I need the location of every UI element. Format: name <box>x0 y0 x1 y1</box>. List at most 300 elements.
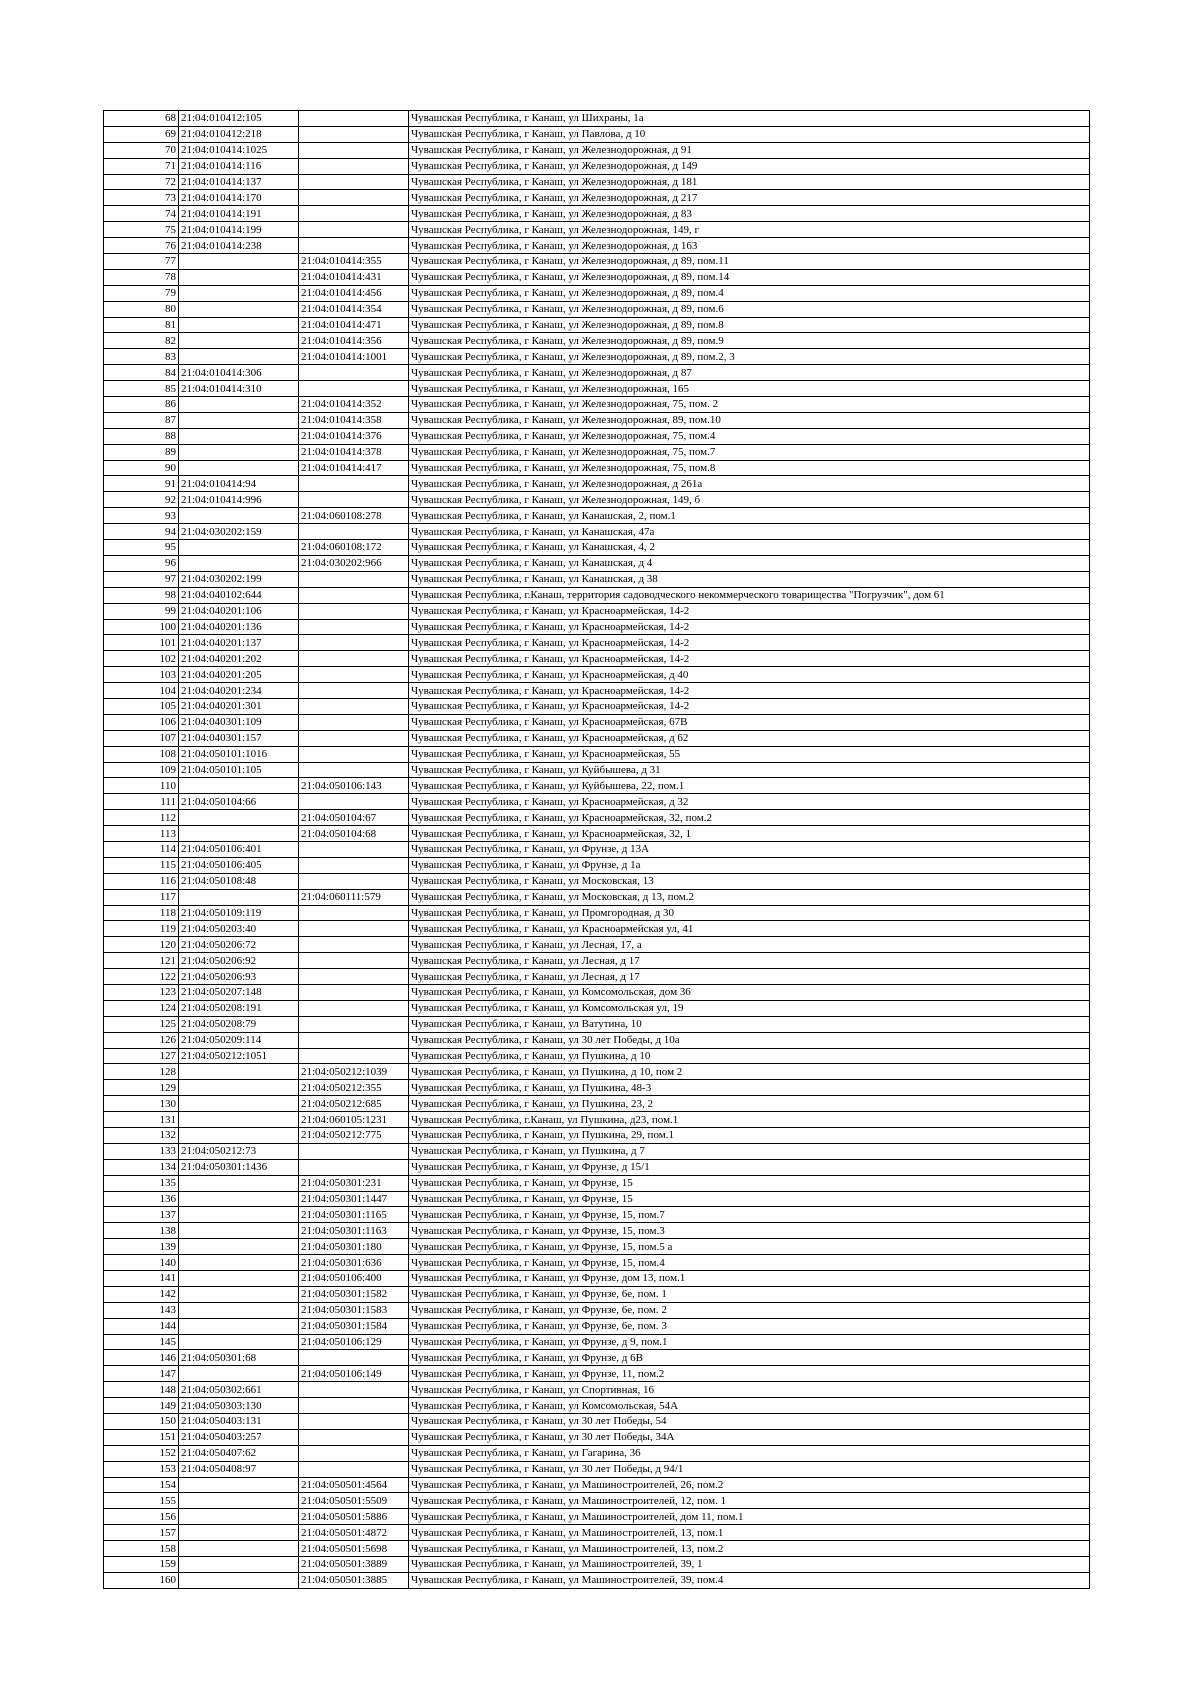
row-number: 110 <box>104 778 179 794</box>
land-cadastral-number <box>179 397 299 413</box>
address: Чувашская Республика, г Канаш, ул Пушкина, 48-3 <box>409 1080 1090 1096</box>
room-cadastral-number <box>299 953 409 969</box>
address: Чувашская Республика, г Канаш, ул Машиностроителей, 26, пом.2 <box>409 1477 1090 1493</box>
table-row <box>104 1032 1090 1048</box>
address: Чувашская Республика, г Канаш, ул Машиностроителей, 39, пом.4 <box>409 1572 1090 1588</box>
land-cadastral-number <box>179 810 299 826</box>
room-cadastral-number: 21:04:050301:636 <box>299 1255 409 1271</box>
room-cadastral-number <box>299 937 409 953</box>
property-table <box>103 110 1090 1589</box>
row-number: 133 <box>104 1143 179 1159</box>
table-row <box>104 1096 1090 1112</box>
row-number: 97 <box>104 571 179 587</box>
land-cadastral-number: 21:04:050212:1051 <box>179 1048 299 1064</box>
row-number: 153 <box>104 1461 179 1477</box>
room-cadastral-number <box>299 126 409 142</box>
land-cadastral-number: 21:04:010414:191 <box>179 206 299 222</box>
address: Чувашская Республика, г Канаш, ул Красноармейская, 14-2 <box>409 683 1090 699</box>
room-cadastral-number <box>299 1000 409 1016</box>
address: Чувашская Республика, г.Канаш, ул Пушкина, д23, пом.1 <box>409 1112 1090 1128</box>
land-cadastral-number: 21:04:050212:73 <box>179 1143 299 1159</box>
room-cadastral-number <box>299 730 409 746</box>
row-number: 135 <box>104 1175 179 1191</box>
room-cadastral-number <box>299 1350 409 1366</box>
table-row <box>104 1493 1090 1509</box>
room-cadastral-number <box>299 603 409 619</box>
land-cadastral-number <box>179 1064 299 1080</box>
land-cadastral-number <box>179 1557 299 1573</box>
room-cadastral-number <box>299 1159 409 1175</box>
row-number: 80 <box>104 301 179 317</box>
address: Чувашская Республика, г Канаш, ул Шихраны, 1а <box>409 111 1090 127</box>
room-cadastral-number: 21:04:060105:1231 <box>299 1112 409 1128</box>
land-cadastral-number: 21:04:050106:405 <box>179 857 299 873</box>
room-cadastral-number <box>299 969 409 985</box>
address: Чувашская Республика, г Канаш, ул Красноармейская, 14-2 <box>409 651 1090 667</box>
address: Чувашская Республика, г Канаш, ул Лесная, д 17 <box>409 969 1090 985</box>
row-number: 134 <box>104 1159 179 1175</box>
land-cadastral-number <box>179 1318 299 1334</box>
land-cadastral-number <box>179 1572 299 1588</box>
table-row <box>104 1207 1090 1223</box>
land-cadastral-number <box>179 1509 299 1525</box>
address: Чувашская Республика, г Канаш, ул Гагарина, 36 <box>409 1445 1090 1461</box>
room-cadastral-number: 21:04:050501:4872 <box>299 1525 409 1541</box>
address: Чувашская Республика, г Канаш, ул Фрунзе, д 1а <box>409 857 1090 873</box>
row-number: 74 <box>104 206 179 222</box>
table-row <box>104 905 1090 921</box>
land-cadastral-number: 21:04:040301:157 <box>179 730 299 746</box>
land-cadastral-number <box>179 1239 299 1255</box>
table-row <box>104 1048 1090 1064</box>
table-row <box>104 269 1090 285</box>
table-row <box>104 349 1090 365</box>
row-number: 112 <box>104 810 179 826</box>
land-cadastral-number <box>179 254 299 270</box>
row-number: 107 <box>104 730 179 746</box>
row-number: 157 <box>104 1525 179 1541</box>
table-row <box>104 889 1090 905</box>
table-row <box>104 1286 1090 1302</box>
land-cadastral-number: 21:04:050208:79 <box>179 1016 299 1032</box>
table-row <box>104 1143 1090 1159</box>
row-number: 105 <box>104 698 179 714</box>
row-number: 151 <box>104 1429 179 1445</box>
land-cadastral-number <box>179 826 299 842</box>
table-row <box>104 333 1090 349</box>
land-cadastral-number: 21:04:010414:310 <box>179 381 299 397</box>
table-row <box>104 397 1090 413</box>
room-cadastral-number <box>299 698 409 714</box>
land-cadastral-number: 21:04:010414:170 <box>179 190 299 206</box>
address: Чувашская Республика, г Канаш, ул 30 лет Победы, 54 <box>409 1414 1090 1430</box>
table-row <box>104 953 1090 969</box>
table-row <box>104 1461 1090 1477</box>
land-cadastral-number <box>179 1477 299 1493</box>
land-cadastral-number: 21:04:050208:191 <box>179 1000 299 1016</box>
land-cadastral-number: 21:04:010414:137 <box>179 174 299 190</box>
land-cadastral-number: 21:04:050303:130 <box>179 1398 299 1414</box>
address: Чувашская Республика, г Канаш, ул Промгородная, д 30 <box>409 905 1090 921</box>
row-number: 73 <box>104 190 179 206</box>
room-cadastral-number <box>299 142 409 158</box>
address: Чувашская Республика, г Канаш, ул Железнодорожная, д 261а <box>409 476 1090 492</box>
land-cadastral-number: 21:04:010414:238 <box>179 238 299 254</box>
row-number: 150 <box>104 1414 179 1430</box>
address: Чувашская Республика, г Канаш, ул Машиностроителей, 13, пом.1 <box>409 1525 1090 1541</box>
table-row <box>104 730 1090 746</box>
address: Чувашская Республика, г Канаш, ул Фрунзе, 15, пом.3 <box>409 1223 1090 1239</box>
address: Чувашская Республика, г Канаш, ул 30 лет Победы, д 94/1 <box>409 1461 1090 1477</box>
room-cadastral-number: 21:04:050212:685 <box>299 1096 409 1112</box>
room-cadastral-number <box>299 1048 409 1064</box>
table-row <box>104 365 1090 381</box>
land-cadastral-number <box>179 301 299 317</box>
address: Чувашская Республика, г Канаш, ул Московская, д 13, пом.2 <box>409 889 1090 905</box>
address: Чувашская Республика, г Канаш, ул Железнодорожная, 75, пом.8 <box>409 460 1090 476</box>
land-cadastral-number: 21:04:010414:996 <box>179 492 299 508</box>
row-number: 132 <box>104 1128 179 1144</box>
room-cadastral-number <box>299 238 409 254</box>
row-number: 129 <box>104 1080 179 1096</box>
room-cadastral-number: 21:04:010414:471 <box>299 317 409 333</box>
table-row <box>104 1112 1090 1128</box>
room-cadastral-number: 21:04:050301:1163 <box>299 1223 409 1239</box>
address: Чувашская Республика, г Канаш, ул Железнодорожная, д 89, пом.9 <box>409 333 1090 349</box>
row-number: 126 <box>104 1032 179 1048</box>
room-cadastral-number <box>299 1143 409 1159</box>
land-cadastral-number: 21:04:050403:257 <box>179 1429 299 1445</box>
land-cadastral-number <box>179 269 299 285</box>
table-row <box>104 873 1090 889</box>
table-row <box>104 1159 1090 1175</box>
land-cadastral-number <box>179 428 299 444</box>
table-row <box>104 667 1090 683</box>
address: Чувашская Республика, г Канаш, ул Железнодорожная, 149, б <box>409 492 1090 508</box>
row-number: 84 <box>104 365 179 381</box>
row-number: 120 <box>104 937 179 953</box>
address: Чувашская Республика, г Канаш, ул Фрунзе, 15 <box>409 1191 1090 1207</box>
address: Чувашская Республика, г Канаш, ул Машиностроителей, 39, 1 <box>409 1557 1090 1573</box>
table-row <box>104 1541 1090 1557</box>
table-row <box>104 778 1090 794</box>
table-row <box>104 1271 1090 1287</box>
room-cadastral-number <box>299 714 409 730</box>
row-number: 130 <box>104 1096 179 1112</box>
land-cadastral-number: 21:04:010412:218 <box>179 126 299 142</box>
address: Чувашская Республика, г Канаш, ул Красноармейская, 14-2 <box>409 619 1090 635</box>
row-number: 138 <box>104 1223 179 1239</box>
room-cadastral-number: 21:04:060108:278 <box>299 508 409 524</box>
room-cadastral-number: 21:04:030202:966 <box>299 555 409 571</box>
room-cadastral-number <box>299 1461 409 1477</box>
address: Чувашская Республика, г Канаш, ул Железнодорожная, 75, пом.7 <box>409 444 1090 460</box>
row-number: 111 <box>104 794 179 810</box>
row-number: 140 <box>104 1255 179 1271</box>
land-cadastral-number <box>179 460 299 476</box>
address: Чувашская Республика, г Канаш, ул Машиностроителей, 13, пом.2 <box>409 1541 1090 1557</box>
table-row <box>104 222 1090 238</box>
row-number: 69 <box>104 126 179 142</box>
table-row <box>104 158 1090 174</box>
address: Чувашская Республика, г Канаш, ул Пушкина, д 7 <box>409 1143 1090 1159</box>
row-number: 109 <box>104 762 179 778</box>
row-number: 149 <box>104 1398 179 1414</box>
row-number: 83 <box>104 349 179 365</box>
address: Чувашская Республика, г Канаш, ул Железнодорожная, д 83 <box>409 206 1090 222</box>
table-row <box>104 1572 1090 1588</box>
table-row <box>104 254 1090 270</box>
room-cadastral-number <box>299 476 409 492</box>
row-number: 144 <box>104 1318 179 1334</box>
row-number: 116 <box>104 873 179 889</box>
room-cadastral-number <box>299 1032 409 1048</box>
table-row <box>104 857 1090 873</box>
land-cadastral-number: 21:04:040201:136 <box>179 619 299 635</box>
room-cadastral-number: 21:04:050501:3889 <box>299 1557 409 1573</box>
room-cadastral-number: 21:04:010414:356 <box>299 333 409 349</box>
address: Чувашская Республика, г Канаш, ул Красноармейская, 67В <box>409 714 1090 730</box>
table-row <box>104 1366 1090 1382</box>
address: Чувашская Республика, г Канаш, ул Лесная, 17, а <box>409 937 1090 953</box>
table-row <box>104 841 1090 857</box>
land-cadastral-number: 21:04:050206:93 <box>179 969 299 985</box>
row-number: 118 <box>104 905 179 921</box>
land-cadastral-number: 21:04:040201:234 <box>179 683 299 699</box>
room-cadastral-number <box>299 365 409 381</box>
land-cadastral-number: 21:04:050407:62 <box>179 1445 299 1461</box>
room-cadastral-number <box>299 222 409 238</box>
row-number: 139 <box>104 1239 179 1255</box>
land-cadastral-number: 21:04:040201:106 <box>179 603 299 619</box>
row-number: 114 <box>104 841 179 857</box>
room-cadastral-number: 21:04:050104:67 <box>299 810 409 826</box>
table-row <box>104 1350 1090 1366</box>
table-row <box>104 428 1090 444</box>
room-cadastral-number <box>299 174 409 190</box>
land-cadastral-number: 21:04:050206:72 <box>179 937 299 953</box>
room-cadastral-number <box>299 1382 409 1398</box>
address: Чувашская Республика, г Канаш, ул Красноармейская, 14-2 <box>409 698 1090 714</box>
table-row <box>104 1064 1090 1080</box>
address: Чувашская Республика, г Канаш, ул Красноармейская, д 62 <box>409 730 1090 746</box>
row-number: 98 <box>104 587 179 603</box>
land-cadastral-number: 21:04:050301:1436 <box>179 1159 299 1175</box>
row-number: 124 <box>104 1000 179 1016</box>
row-number: 119 <box>104 921 179 937</box>
table-row <box>104 1445 1090 1461</box>
land-cadastral-number: 21:04:050403:131 <box>179 1414 299 1430</box>
room-cadastral-number <box>299 667 409 683</box>
land-cadastral-number <box>179 508 299 524</box>
address: Чувашская Республика, г Канаш, ул Павлова, д 10 <box>409 126 1090 142</box>
room-cadastral-number: 21:04:050212:355 <box>299 1080 409 1096</box>
table-row <box>104 555 1090 571</box>
room-cadastral-number: 21:04:050301:1165 <box>299 1207 409 1223</box>
row-number: 89 <box>104 444 179 460</box>
table-row <box>104 1334 1090 1350</box>
table-row <box>104 1255 1090 1271</box>
row-number: 99 <box>104 603 179 619</box>
table-row <box>104 524 1090 540</box>
address: Чувашская Республика, г Канаш, ул Красноармейская, д 32 <box>409 794 1090 810</box>
room-cadastral-number: 21:04:010414:417 <box>299 460 409 476</box>
room-cadastral-number <box>299 1398 409 1414</box>
row-number: 91 <box>104 476 179 492</box>
address: Чувашская Республика, г Канаш, ул Канашская, 47а <box>409 524 1090 540</box>
room-cadastral-number: 21:04:050501:5698 <box>299 1541 409 1557</box>
address: Чувашская Республика, г Канаш, ул 30 лет Победы, д 10а <box>409 1032 1090 1048</box>
table-row <box>104 1080 1090 1096</box>
land-cadastral-number <box>179 1223 299 1239</box>
row-number: 122 <box>104 969 179 985</box>
row-number: 101 <box>104 635 179 651</box>
address: Чувашская Республика, г Канаш, ул Пушкина, д 10 <box>409 1048 1090 1064</box>
room-cadastral-number <box>299 190 409 206</box>
table-row <box>104 1191 1090 1207</box>
room-cadastral-number: 21:04:010414:1001 <box>299 349 409 365</box>
address: Чувашская Республика, г Канаш, ул Комсомольская, 54А <box>409 1398 1090 1414</box>
room-cadastral-number <box>299 746 409 762</box>
land-cadastral-number <box>179 1112 299 1128</box>
address: Чувашская Республика, г Канаш, ул Пушкина, 23, 2 <box>409 1096 1090 1112</box>
table-row <box>104 683 1090 699</box>
row-number: 154 <box>104 1477 179 1493</box>
address: Чувашская Республика, г Канаш, ул Красноармейская, 32, пом.2 <box>409 810 1090 826</box>
row-number: 145 <box>104 1334 179 1350</box>
address: Чувашская Республика, г Канаш, ул Фрунзе, д 6В <box>409 1350 1090 1366</box>
land-cadastral-number <box>179 1175 299 1191</box>
table-row <box>104 651 1090 667</box>
table-row <box>104 381 1090 397</box>
table-row <box>104 619 1090 635</box>
address: Чувашская Республика, г Канаш, ул Железнодорожная, д 89, пом.4 <box>409 285 1090 301</box>
address: Чувашская Республика, г Канаш, ул Фрунзе, 15 <box>409 1175 1090 1191</box>
row-number: 68 <box>104 111 179 127</box>
table-row <box>104 190 1090 206</box>
address: Чувашская Республика, г Канаш, ул Куйбышева, 22, пом.1 <box>409 778 1090 794</box>
address: Чувашская Республика, г Канаш, ул Железнодорожная, д 89, пом.8 <box>409 317 1090 333</box>
row-number: 87 <box>104 412 179 428</box>
address: Чувашская Республика, г.Канаш, территория садоводческого некоммерческого товарищества "Погрузчик", дом 61 <box>409 587 1090 603</box>
table-row <box>104 412 1090 428</box>
table-row <box>104 571 1090 587</box>
room-cadastral-number <box>299 651 409 667</box>
address: Чувашская Республика, г Канаш, ул Железнодорожная, 149, г <box>409 222 1090 238</box>
table-row <box>104 810 1090 826</box>
land-cadastral-number: 21:04:050101:105 <box>179 762 299 778</box>
address: Чувашская Республика, г Канаш, ул Канашская, д 38 <box>409 571 1090 587</box>
room-cadastral-number: 21:04:010414:352 <box>299 397 409 413</box>
address: Чувашская Республика, г Канаш, ул Красноармейская, 32, 1 <box>409 826 1090 842</box>
row-number: 152 <box>104 1445 179 1461</box>
room-cadastral-number: 21:04:050301:1447 <box>299 1191 409 1207</box>
table-row <box>104 714 1090 730</box>
row-number: 158 <box>104 1541 179 1557</box>
table-row <box>104 587 1090 603</box>
land-cadastral-number: 21:04:010414:94 <box>179 476 299 492</box>
room-cadastral-number <box>299 905 409 921</box>
address: Чувашская Республика, г Канаш, ул Железнодорожная, д 149 <box>409 158 1090 174</box>
room-cadastral-number: 21:04:050301:1582 <box>299 1286 409 1302</box>
room-cadastral-number <box>299 524 409 540</box>
land-cadastral-number <box>179 1366 299 1382</box>
address: Чувашская Республика, г Канаш, ул Фрунзе, 6е, пом. 2 <box>409 1302 1090 1318</box>
table-row <box>104 921 1090 937</box>
row-number: 108 <box>104 746 179 762</box>
address: Чувашская Республика, г Канаш, ул Железнодорожная, д 87 <box>409 365 1090 381</box>
address: Чувашская Республика, г Канаш, ул Фрунзе, 15, пом.7 <box>409 1207 1090 1223</box>
room-cadastral-number <box>299 206 409 222</box>
row-number: 94 <box>104 524 179 540</box>
room-cadastral-number <box>299 635 409 651</box>
address: Чувашская Республика, г Канаш, ул Железнодорожная, 89, пом.10 <box>409 412 1090 428</box>
address: Чувашская Республика, г Канаш, ул Канашская, 2, пом.1 <box>409 508 1090 524</box>
table-row <box>104 937 1090 953</box>
room-cadastral-number: 21:04:050301:180 <box>299 1239 409 1255</box>
row-number: 159 <box>104 1557 179 1573</box>
row-number: 78 <box>104 269 179 285</box>
row-number: 70 <box>104 142 179 158</box>
table-row <box>104 238 1090 254</box>
table-row <box>104 969 1090 985</box>
row-number: 142 <box>104 1286 179 1302</box>
room-cadastral-number <box>299 587 409 603</box>
table-row <box>104 1382 1090 1398</box>
address: Чувашская Республика, г Канаш, ул Фрунзе, 15, пом.5 а <box>409 1239 1090 1255</box>
address: Чувашская Республика, г Канаш, ул Железнодорожная, 75, пом.4 <box>409 428 1090 444</box>
address: Чувашская Республика, г Канаш, ул Комсомольская ул, 19 <box>409 1000 1090 1016</box>
room-cadastral-number <box>299 984 409 1000</box>
room-cadastral-number <box>299 857 409 873</box>
table-row <box>104 826 1090 842</box>
row-number: 100 <box>104 619 179 635</box>
land-cadastral-number: 21:04:040201:137 <box>179 635 299 651</box>
land-cadastral-number: 21:04:050203:40 <box>179 921 299 937</box>
table-row <box>104 635 1090 651</box>
land-cadastral-number: 21:04:050209:114 <box>179 1032 299 1048</box>
room-cadastral-number <box>299 921 409 937</box>
table-row <box>104 1128 1090 1144</box>
table-row <box>104 603 1090 619</box>
address: Чувашская Республика, г Канаш, ул Красноармейская, д 40 <box>409 667 1090 683</box>
address: Чувашская Республика, г Канаш, ул Фрунзе, дом 13, пом.1 <box>409 1271 1090 1287</box>
row-number: 136 <box>104 1191 179 1207</box>
row-number: 90 <box>104 460 179 476</box>
table-row <box>104 508 1090 524</box>
land-cadastral-number: 21:04:030202:159 <box>179 524 299 540</box>
land-cadastral-number <box>179 349 299 365</box>
land-cadastral-number: 21:04:050106:401 <box>179 841 299 857</box>
land-cadastral-number <box>179 540 299 556</box>
address: Чувашская Республика, г Канаш, ул Лесная, д 17 <box>409 953 1090 969</box>
room-cadastral-number: 21:04:050301:1583 <box>299 1302 409 1318</box>
room-cadastral-number: 21:04:050106:129 <box>299 1334 409 1350</box>
land-cadastral-number: 21:04:050101:1016 <box>179 746 299 762</box>
table-row <box>104 1175 1090 1191</box>
address: Чувашская Республика, г Канаш, ул Фрунзе, д 13А <box>409 841 1090 857</box>
land-cadastral-number <box>179 1191 299 1207</box>
row-number: 81 <box>104 317 179 333</box>
address: Чувашская Республика, г Канаш, ул Канашская, 4, 2 <box>409 540 1090 556</box>
address: Чувашская Республика, г Канаш, ул Фрунзе, 6е, пом. 1 <box>409 1286 1090 1302</box>
table-row <box>104 794 1090 810</box>
table-row <box>104 762 1090 778</box>
land-cadastral-number: 21:04:050207:148 <box>179 984 299 1000</box>
row-number: 127 <box>104 1048 179 1064</box>
table-row <box>104 1000 1090 1016</box>
land-cadastral-number: 21:04:050104:66 <box>179 794 299 810</box>
